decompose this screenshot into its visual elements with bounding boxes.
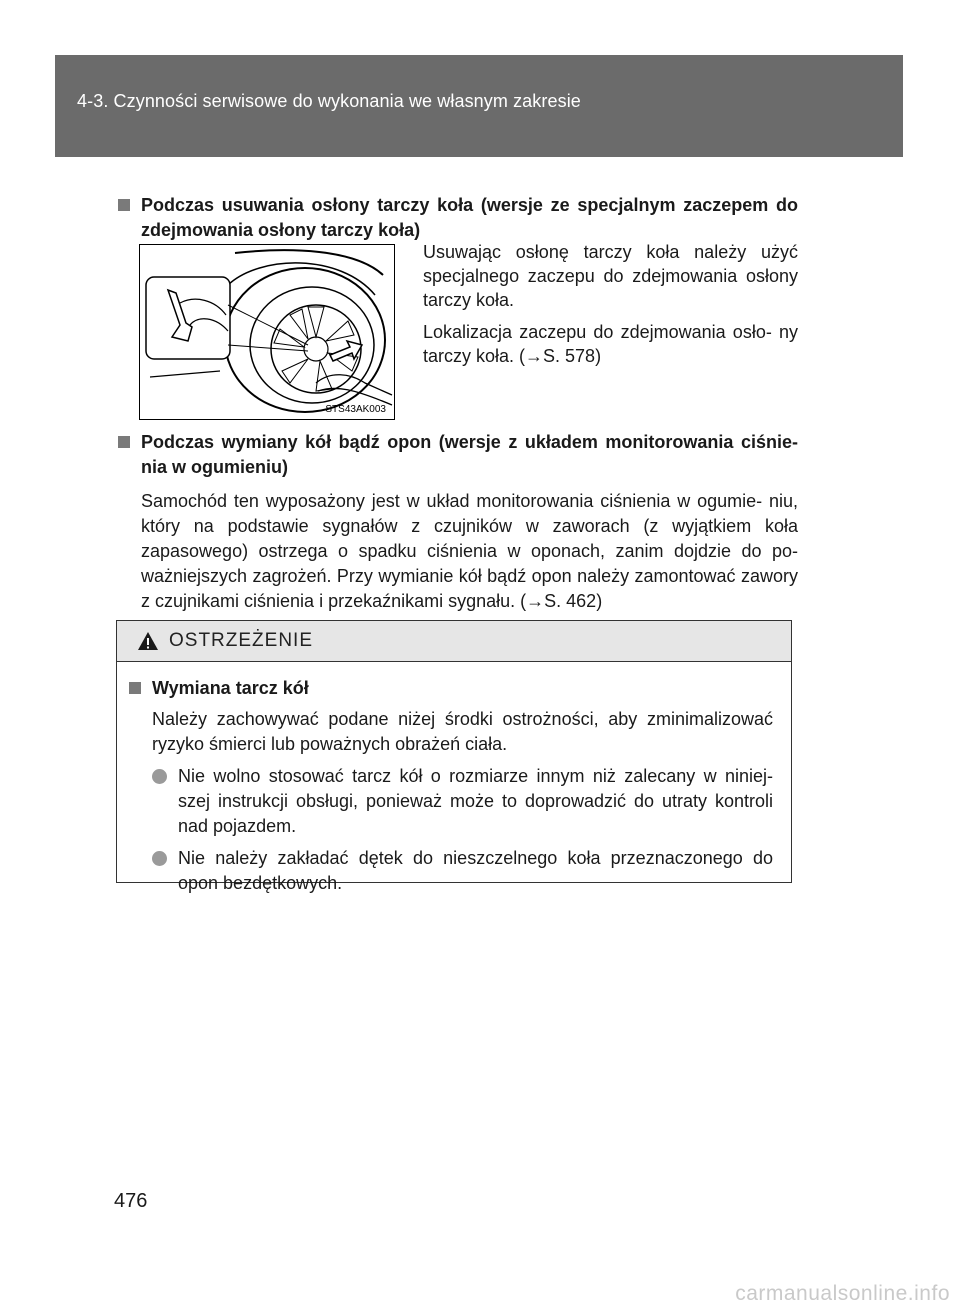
paragraph: Usuwając osłonę tarczy koła należy użyć specjalnego zaczepu do zdejmowania osłony tarczy koła. <box>423 242 798 310</box>
page-number: 476 <box>114 1190 148 1212</box>
square-bullet-icon <box>118 436 130 448</box>
section-wheel-cover <box>118 193 798 243</box>
warning-box <box>116 620 792 893</box>
arrow-right-icon: → <box>526 591 545 611</box>
wheel-cover-description <box>423 240 798 376</box>
section-heading: Podczas wymiany kół bądź opon (wersje z układem monitorowania ciśnie- nia w ogumieniu) <box>141 432 798 477</box>
square-bullet-icon <box>118 199 130 211</box>
warning-intro: Należy zachowywać podane niżej środki ostrożności, aby zminimalizować ryzyko śmierci lub poważnych obrażeń ciała. <box>152 709 773 754</box>
list-item <box>152 846 773 896</box>
warning-body <box>117 662 791 896</box>
page-reference-link[interactable]: S. 462) <box>544 591 603 611</box>
figure-code: STS43AK003 <box>325 404 386 415</box>
arrow-right-icon: → <box>525 346 544 366</box>
warning-triangle-icon <box>137 631 159 651</box>
reference-text: Lokalizacja zaczepu do zdejmowania osło- ny tarczy koła. ( <box>423 322 798 366</box>
section-tire-pressure <box>118 430 798 614</box>
warning-title: OSTRZEŻENIE <box>169 630 314 651</box>
list-item <box>152 764 773 839</box>
wheel-cover-illustration <box>139 244 395 420</box>
warning-header <box>117 621 791 662</box>
section-heading-row <box>118 430 798 480</box>
bullet-dot-icon <box>152 851 167 866</box>
watermark: carmanualsonline.info <box>735 1282 950 1305</box>
bullet-dot-icon <box>152 769 167 784</box>
section-heading: Podczas usuwania osłony tarczy koła (wersje ze specjalnym zaczepem do zdejmowania osłony tarczy koła) <box>141 195 798 240</box>
wheel-cover-drawing <box>140 245 393 418</box>
section-heading-row <box>118 193 798 243</box>
paragraph-reference <box>423 320 798 368</box>
bullet-text: Nie wolno stosować tarcz kół o rozmiarze innym niż zalecany w niniej- szej instrukcji obsługi, ponieważ może to doprowadzić do utraty kontroli nad pojazdem. <box>178 766 773 836</box>
bullet-text: Nie należy zakładać dętek do nieszczelnego koła przeznaczonego do opon bezdętkowych. <box>178 848 773 893</box>
warning-subheading: Wymiana tarcz kół <box>152 678 309 698</box>
page-reference-link[interactable]: S. 578) <box>543 346 602 366</box>
chapter-header <box>55 55 903 157</box>
square-bullet-icon <box>129 682 141 694</box>
warning-subheading-row <box>129 676 773 701</box>
body-text: Samochód ten wyposażony jest w układ monitorowania ciśnienia w ogumie- niu, który na podstawie sygnałów z czujników w zaworach (z wyjątkiem koła zapasowego) ostrzega o spadku ciśnienia w oponach, zanim dojdzie do po- ważniejszych zagrożeń. Przy wymianie kół bądź opon należy zamontować zawory z czujnikami ciśnienia i przekaźnikami sygnału. ( <box>141 491 798 611</box>
chapter-title: 4-3. Czynności serwisowe do wykonania we własnym zakresie <box>77 91 581 111</box>
section-body <box>141 489 798 614</box>
